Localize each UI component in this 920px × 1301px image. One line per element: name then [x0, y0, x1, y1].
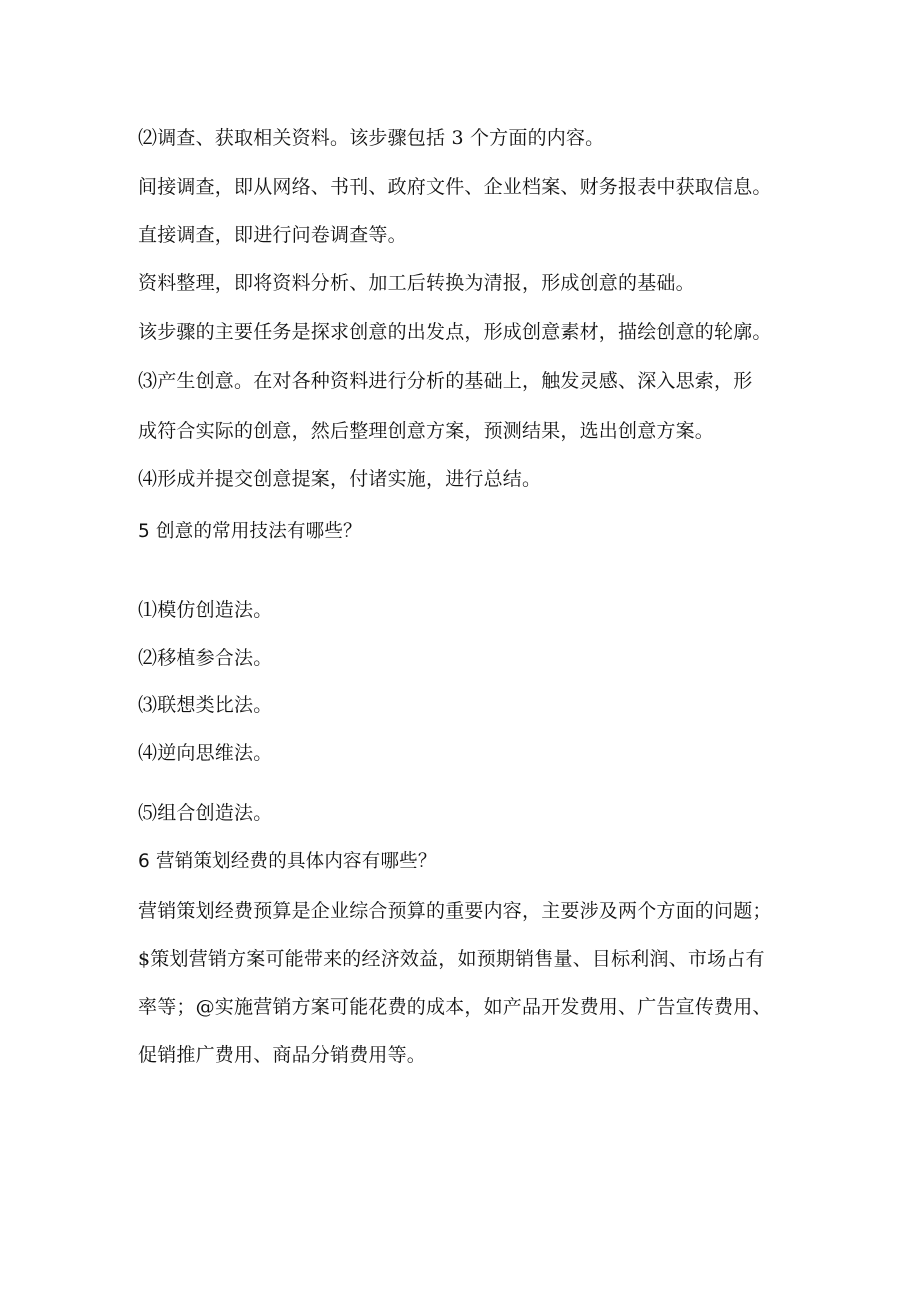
- paragraph-step-4: ⑷形成并提交创意提案，付诸实施，进行总结。: [138, 468, 542, 490]
- paragraph-budget-line-2: $策划营销方案可能带来的经济效益，如预期销售量、目标利润、市场占有: [138, 948, 765, 970]
- paragraph-step-3-line-2: 成符合实际的创意，然后整理创意方案，预测结果，选出创意方案。: [138, 420, 715, 442]
- list-item-transplant: ⑵移植参合法。: [138, 647, 273, 669]
- paragraph-step-task: 该步骤的主要任务是探求创意的出发点，形成创意素材，描绘创意的轮廓。: [138, 321, 772, 343]
- list-item-association: ⑶联想类比法。: [138, 694, 273, 716]
- paragraph-step-2: ⑵调查、获取相关资料。该步骤包括 3 个方面的内容。: [138, 127, 605, 149]
- paragraph-budget-line-3: 率等；@实施营销方案可能花费的成本，如产品开发费用、广告宣传费用、: [138, 996, 772, 1018]
- paragraph-indirect-survey: 间接调查，即从网络、书刊、政府文件、企业档案、财务报表中获取信息。: [138, 176, 772, 198]
- list-item-combination: ⑸组合创造法。: [138, 802, 273, 824]
- list-item-reverse: ⑷逆向思维法。: [138, 742, 273, 764]
- list-item-imitation: ⑴模仿创造法。: [138, 599, 273, 621]
- paragraph-direct-survey: 直接调查，即进行问卷调查等。: [138, 224, 407, 246]
- paragraph-data-organize: 资料整理，即将资料分析、加工后转换为清报，形成创意的基础。: [138, 272, 695, 294]
- paragraph-budget-line-1: 营销策划经费预算是企业综合预算的重要内容，主要涉及两个方面的问题；: [138, 900, 772, 922]
- paragraph-step-3-line-1: ⑶产生创意。在对各种资料进行分析的基础上，触发灵感、深入思索，形: [138, 370, 753, 392]
- question-5-heading: 5 创意的常用技法有哪些？: [138, 521, 362, 542]
- paragraph-budget-line-4: 促销推广费用、商品分销费用等。: [138, 1044, 427, 1066]
- question-6-heading: 6 营销策划经费的具体内容有哪些？: [138, 851, 437, 872]
